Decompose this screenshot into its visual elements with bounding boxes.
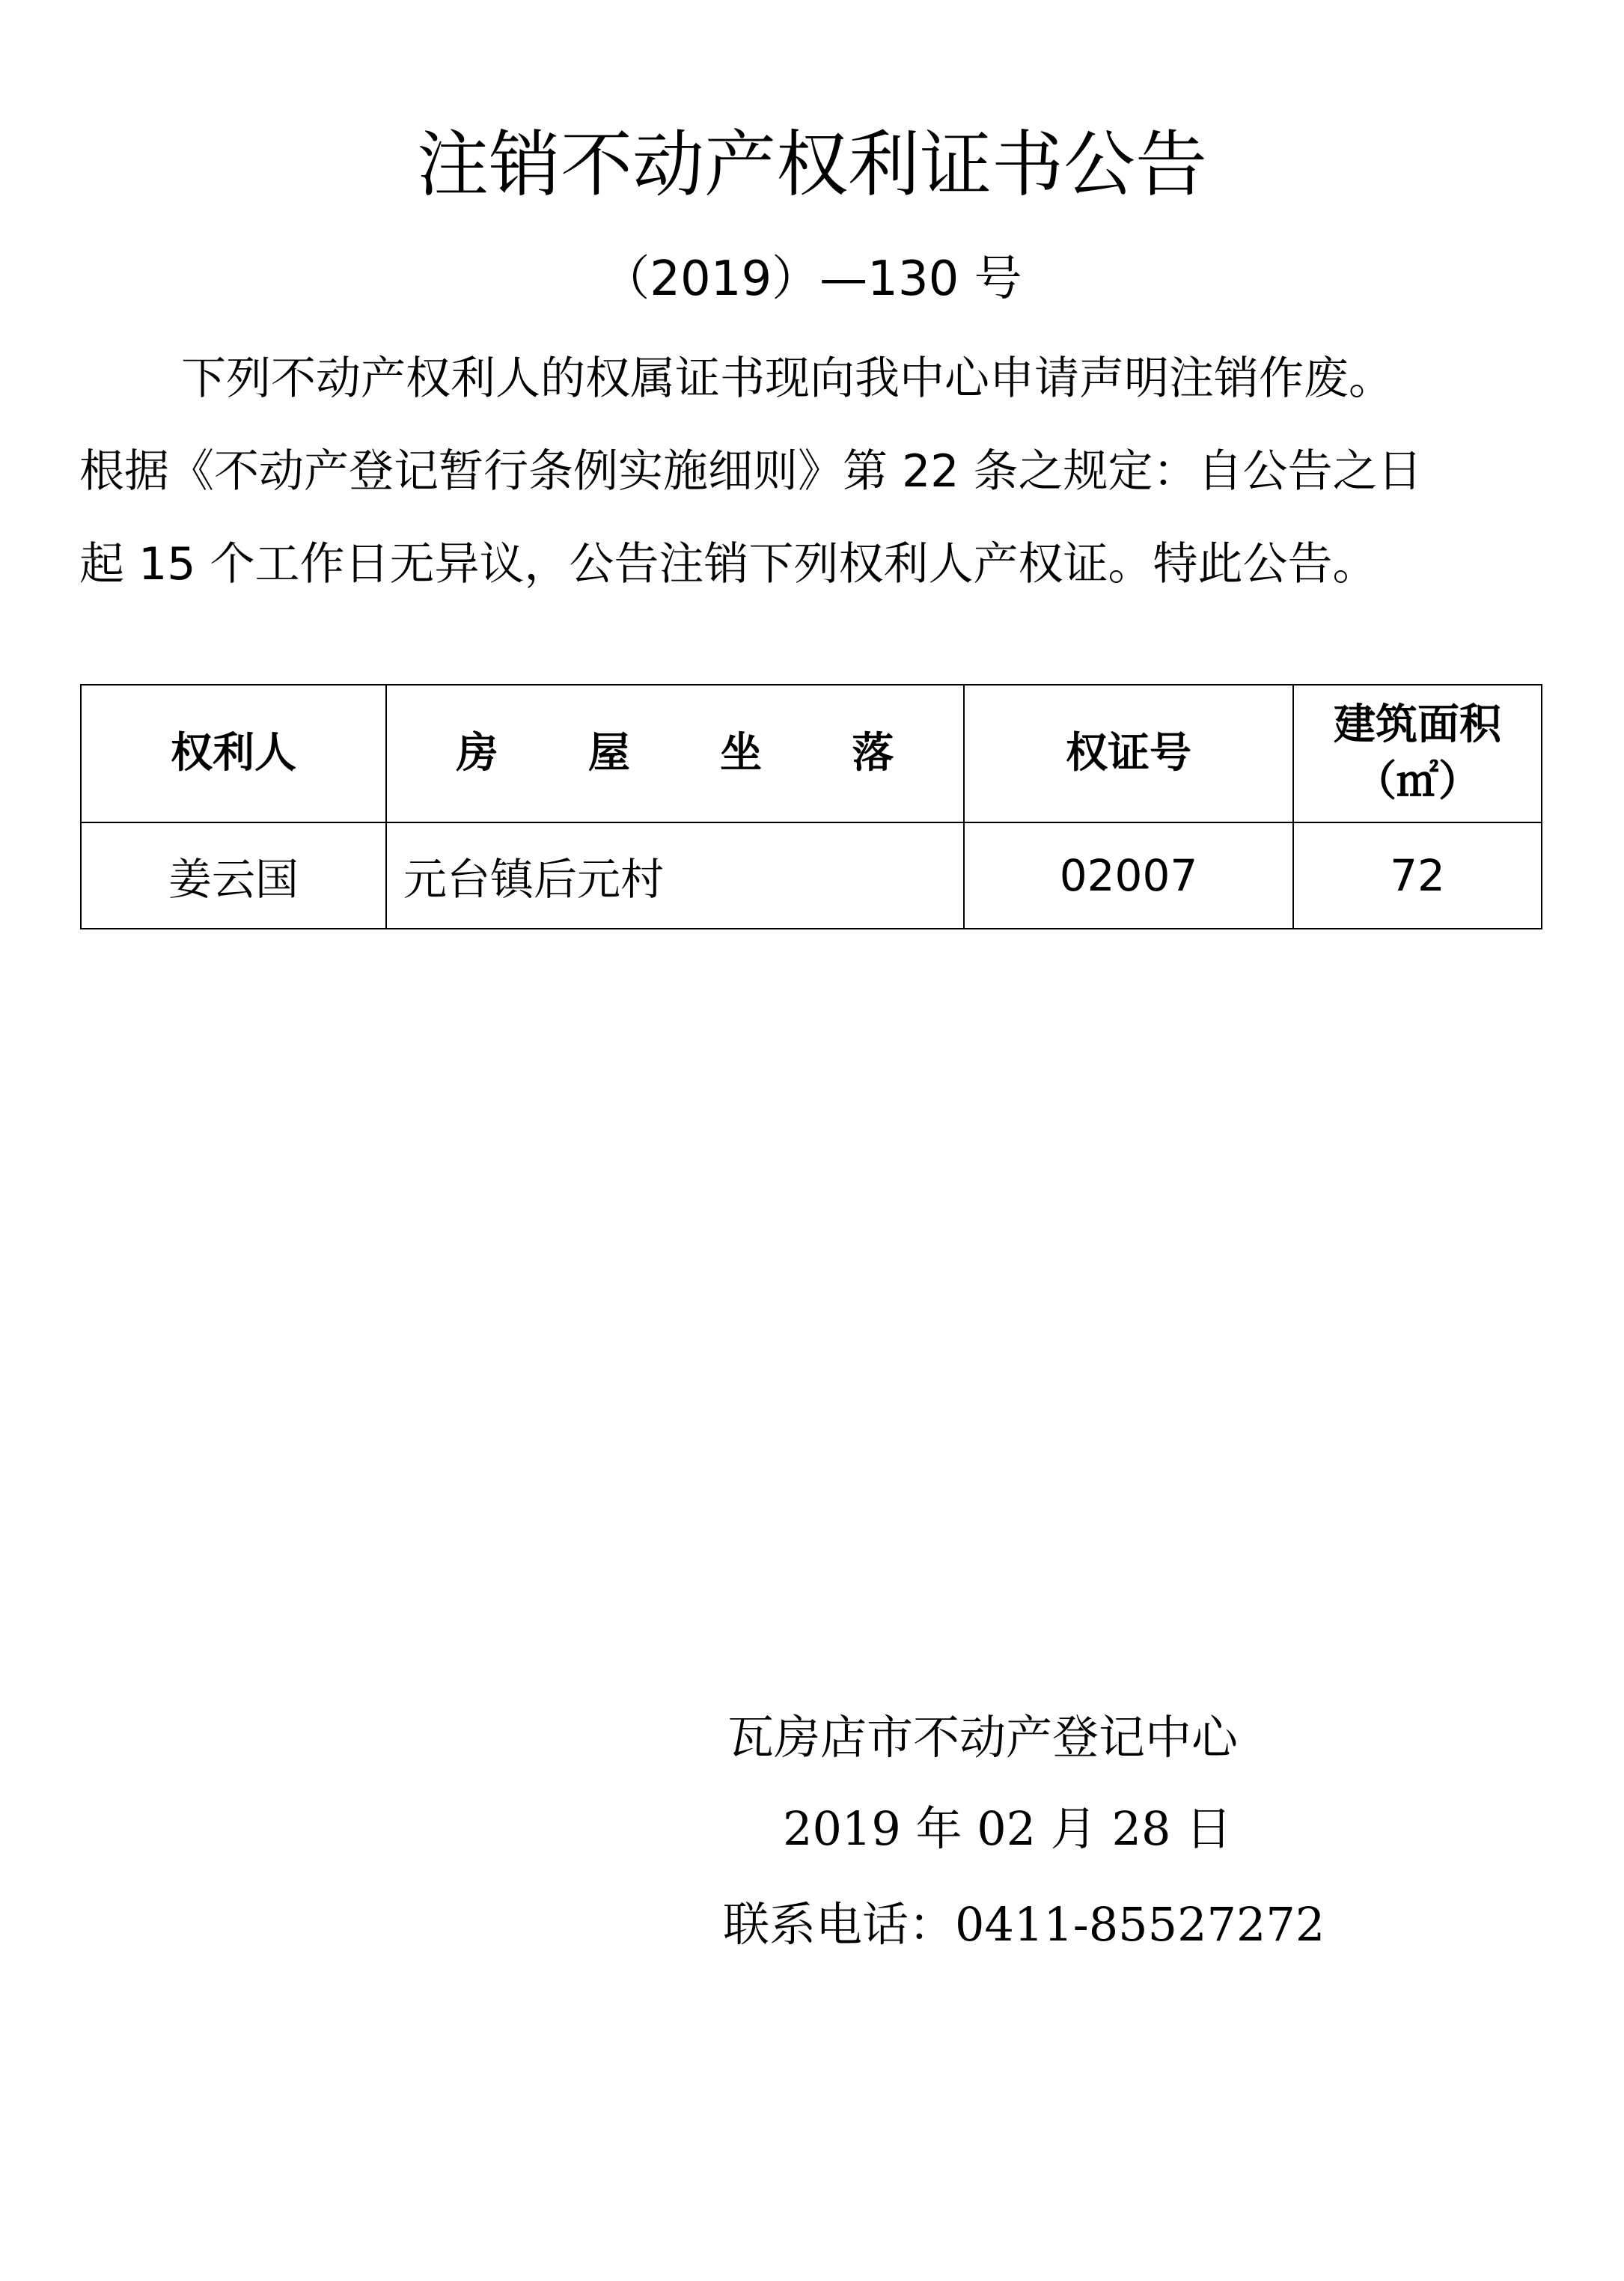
cell-area: 72 [1293,822,1542,929]
table-row [81,822,1542,929]
header-location: 房 屋 坐 落 [386,685,964,822]
notice-paragraph-line-2: 根据《不动产登记暂行条例实施细则》第 22 条之规定：自公告之日 [79,445,1423,498]
cell-certificate: 02007 [964,822,1293,929]
cell-location: 元台镇后元村 [386,822,964,929]
header-area-unit: （㎡） [1355,757,1480,806]
certificate-table [80,684,1542,929]
table-header-row [81,685,1542,822]
header-holder: 权利人 [81,685,386,822]
header-area [1293,685,1542,822]
issuer-name: 瓦房店市不动产登记中心 [727,1710,1239,1765]
contact-phone: 联系电话：0411-85527272 [723,1897,1325,1952]
issue-date: 2019 年 02 月 28 日 [783,1801,1233,1856]
header-area-label: 建筑面积 [1334,700,1501,749]
cell-holder: 姜云国 [81,822,386,929]
header-certificate: 权证号 [964,685,1293,822]
notice-paragraph-line-3: 起 15 个工作日无异议，公告注销下列权利人产权证。特此公告。 [79,538,1378,590]
notice-number: （2019）—130 号 [602,251,1022,307]
notice-paragraph-line-1: 下列不动产权利人的权属证书现向我中心申请声明注销作废。 [181,352,1393,405]
notice-title: 注销不动产权利证书公告 [417,123,1207,207]
